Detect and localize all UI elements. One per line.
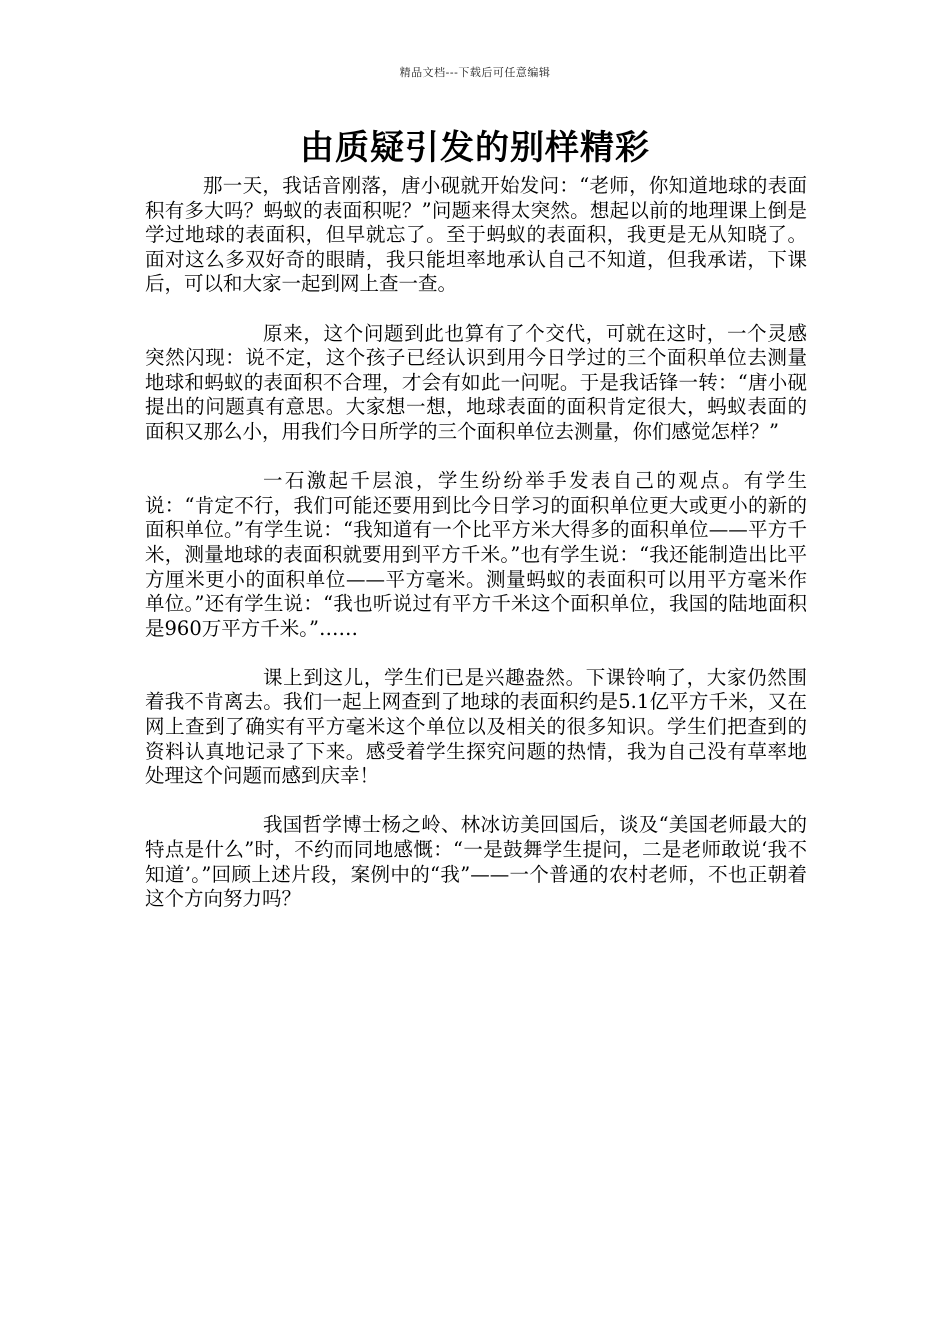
paragraph-2: 原来，这个问题到此也算有了个交代，可就在这时，一个灵感突然闪现：说不定，这个孩子已经认识到用今日学过的三个面积单位去测量地球和蚂蚁的表面积不合理，才会有如此一问呢。于是我话锋一转：“唐小砚提出的问题真有意思。大家想一想，地球表面的面积肯定很大，蚂蚁表面的面积又那么小，用我们今日所学的三个面积单位去测量，你们感觉怎样？” bbox=[145, 321, 807, 443]
paragraph-4: 课上到这儿，学生们已是兴趣盎然。下课铃响了，大家仍然围着我不肯离去。我们一起上网查到了地球的表面积约是5.1亿平方千米，又在网上查到了确实有平方毫米这个单位以及相关的很多知识。学生们把查到的资料认真地记录了下来。感受着学生探究问题的热情，我为自己没有草率地处理这个问题而感到庆幸！ bbox=[145, 665, 807, 788]
paragraph-5: 我国哲学博士杨之岭、林冰访美回国后，谈及“美国老师最大的特点是什么”时，不约而同地感慨：“一是鼓舞学生提问，二是老师敢说‘我不知道’。”回顾上述片段，案例中的“我”——一个普通的农村老师，不也正朝着这个方向努力吗？ bbox=[145, 813, 807, 911]
paragraph-1: 那一天，我话音刚落，唐小砚就开始发问：“老师，你知道地球的表面积有多大吗？蚂蚁的表面积呢？”问题来得太突然。想起以前的地理课上倒是学过地球的表面积，但早就忘了。至于蚂蚁的表面积，我更是无从知晓了。面对这么多双好奇的眼睛，我只能坦率地承认自己不知道，但我承诺，下课后，可以和大家一起到网上查一查。 bbox=[145, 174, 807, 296]
document-body bbox=[145, 174, 807, 936]
document-title: 由质疑引发的别样精彩 bbox=[300, 128, 650, 168]
paragraph-3: 一石激起千层浪，学生纷纷举手发表自己的观点。有学生说：“肯定不行，我们可能还要用到比今日学习的面积单位更大或更小的新的面积单位。”有学生说：“我知道有一个比平方米大得多的面积单位——平方千米，测量地球的表面积就要用到平方千米。”也有学生说：“我还能制造出比平方厘米更小的面积单位——平方毫米。测量蚂蚁的表面积可以用平方毫米作单位。”还有学生说：“我也听说过有平方千米这个面积单位，我国的陆地面积是960万平方千米。”…… bbox=[145, 469, 807, 640]
page-header-note: 精品文档---下载后可任意编辑 bbox=[399, 66, 551, 79]
